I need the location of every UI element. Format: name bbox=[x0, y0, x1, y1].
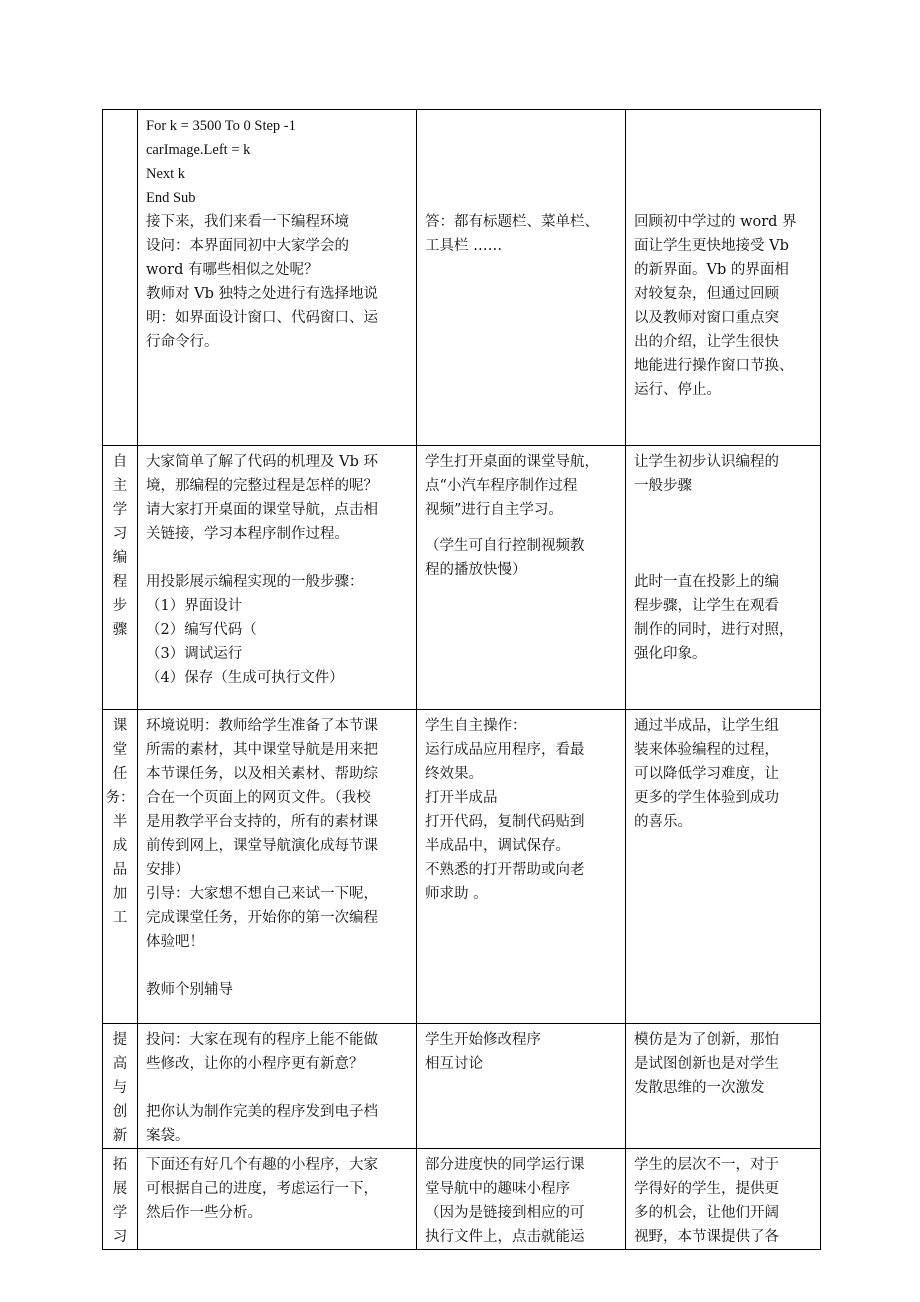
text-line: 案袋。 bbox=[146, 1128, 190, 1144]
text-line: 强化印象。 bbox=[634, 646, 707, 662]
label-char: 高 bbox=[112, 1056, 128, 1072]
design-intent-cell bbox=[626, 1149, 821, 1250]
text-line: 程步骤，让学生在观看 bbox=[634, 598, 779, 614]
text-line: 请大家打开桌面的课堂导航，点击相 bbox=[146, 502, 378, 518]
text-line: 安排） bbox=[146, 862, 190, 878]
text-line: 部分进度快的同学运行课 bbox=[425, 1157, 585, 1173]
label-char: 课 bbox=[112, 718, 128, 734]
text-line: 关链接，学习本程序制作过程。 bbox=[146, 526, 349, 542]
text-line: 学生的层次不一，对于 bbox=[634, 1157, 779, 1173]
text-line: 打开半成品 bbox=[425, 790, 498, 806]
text-line: 所需的素材，其中课堂导航是用来把 bbox=[146, 742, 378, 758]
label-char: 骤 bbox=[112, 622, 128, 638]
text-line: 明：如界面设计窗口、代码窗口、运 bbox=[146, 310, 378, 326]
teacher-activity-cell bbox=[138, 446, 417, 710]
text-line: 以及教师对窗口重点突 bbox=[634, 310, 779, 326]
text-line: 是试图创新也是对学生 bbox=[634, 1056, 779, 1072]
text-line: 学生自主操作： bbox=[425, 718, 527, 734]
student-activity-cell bbox=[417, 110, 626, 446]
text-line: 视野，本节课提供了各 bbox=[634, 1229, 779, 1245]
table-row bbox=[103, 446, 821, 710]
label-char: 工 bbox=[112, 910, 128, 926]
text-line: 把你认为制作完美的程序发到电子档 bbox=[146, 1104, 378, 1120]
label-char: 自 bbox=[112, 454, 128, 470]
table-row bbox=[103, 1024, 821, 1149]
teacher-activity-cell bbox=[138, 110, 417, 446]
text-line: 堂导航中的趣味小程序 bbox=[425, 1181, 570, 1197]
label-char: 加 bbox=[112, 886, 128, 902]
table-row bbox=[103, 1149, 821, 1250]
text-line: 前传到网上，课堂导航演化成每节课 bbox=[146, 838, 378, 854]
text-line: 视频”进行自主学习。 bbox=[425, 502, 563, 518]
row-label-cell bbox=[103, 1024, 138, 1149]
text-line: 环境说明：教师给学生准备了本节课 bbox=[146, 718, 378, 734]
text-line: 装来体验编程的过程， bbox=[634, 742, 779, 758]
text-line: 体验吧！ bbox=[146, 934, 204, 950]
table-row bbox=[103, 110, 821, 446]
text-line: 运行成品应用程序，看最 bbox=[425, 742, 585, 758]
text-line: 学生打开桌面的课堂导航， bbox=[425, 454, 599, 470]
label-char: 务： bbox=[105, 790, 135, 806]
teacher-activity-cell bbox=[138, 710, 417, 1024]
design-intent-cell bbox=[626, 710, 821, 1024]
text-line: 些修改，让你的小程序更有新意？ bbox=[146, 1056, 364, 1072]
text-line: 打开代码，复制代码贴到 bbox=[425, 814, 585, 830]
design-intent-cell bbox=[626, 446, 821, 710]
row-label-cell bbox=[103, 110, 138, 446]
label-char: 成 bbox=[112, 838, 128, 854]
text-line: 出的介绍，让学生很快 bbox=[634, 334, 779, 350]
text-line: （1）界面设计 bbox=[146, 598, 243, 614]
text-line: 模仿是为了创新，那怕 bbox=[634, 1032, 779, 1048]
text-line: 学生开始修改程序 bbox=[425, 1032, 541, 1048]
text-line: （3）调试运行 bbox=[146, 646, 243, 662]
text-line: 回顾初中学过的 word 界 bbox=[634, 214, 797, 230]
code-line: For k = 3500 To 0 Step -1 bbox=[146, 118, 296, 134]
code-line: carImage.Left = k bbox=[146, 142, 251, 158]
label-char: 与 bbox=[112, 1080, 128, 1096]
text-line: 可以降低学习难度，让 bbox=[634, 766, 779, 782]
row-label-cell bbox=[103, 446, 138, 710]
label-char: 学 bbox=[112, 1205, 128, 1221]
text-line: 完成课堂任务，开始你的第一次编程 bbox=[146, 910, 378, 926]
label-char: 创 bbox=[112, 1104, 128, 1120]
text-line: 接下来，我们来看一下编程环境 bbox=[146, 214, 349, 230]
text-line: 相互讨论 bbox=[425, 1056, 483, 1072]
text-line: 学得好的学生，提供更 bbox=[634, 1181, 779, 1197]
text-line: 下面还有好几个有趣的小程序，大家 bbox=[146, 1157, 378, 1173]
text-line: 发散思维的一次激发 bbox=[634, 1080, 765, 1096]
code-line: End Sub bbox=[146, 190, 196, 206]
label-char: 新 bbox=[112, 1128, 128, 1144]
text-line: 的喜乐。 bbox=[634, 814, 692, 830]
teacher-activity-cell bbox=[138, 1149, 417, 1250]
text-line: 设问：本界面同初中大家学会的 bbox=[146, 238, 349, 254]
student-activity-cell bbox=[417, 1149, 626, 1250]
text-line: 投问：大家在现有的程序上能不能做 bbox=[146, 1032, 378, 1048]
label-char: 习 bbox=[112, 526, 128, 542]
text-line: 制作的同时，进行对照， bbox=[634, 622, 794, 638]
text-line: 一般步骤 bbox=[634, 478, 692, 494]
text-line: 大家简单了解了代码的机理及 Vb 环 bbox=[146, 454, 378, 470]
row-label-cell bbox=[103, 710, 138, 1024]
label-char: 编 bbox=[112, 550, 128, 566]
text-line: word 有哪些相似之处呢？ bbox=[146, 262, 319, 278]
text-line: 终效果。 bbox=[425, 766, 483, 782]
text-line: 让学生初步认识编程的 bbox=[634, 454, 779, 470]
text-line: 行命令行。 bbox=[146, 334, 219, 350]
text-line: （因为是链接到相应的可 bbox=[425, 1205, 585, 1221]
text-line: 运行、停止。 bbox=[634, 382, 721, 398]
text-line: （2）编写代码（ bbox=[146, 622, 257, 638]
text-line: 多的机会，让他们开阔 bbox=[634, 1205, 779, 1221]
label-char: 任 bbox=[112, 766, 128, 782]
text-line: 师求助 。 bbox=[425, 886, 488, 902]
label-char: 展 bbox=[112, 1181, 128, 1197]
student-activity-cell bbox=[417, 446, 626, 710]
row-label-cell bbox=[103, 1149, 138, 1250]
label-char: 半 bbox=[112, 814, 128, 830]
student-activity-cell bbox=[417, 710, 626, 1024]
text-line: 然后作一些分析。 bbox=[146, 1205, 262, 1221]
label-char: 拓 bbox=[112, 1157, 128, 1173]
label-char: 堂 bbox=[112, 742, 128, 758]
table-row bbox=[103, 710, 821, 1024]
text-line: 更多的学生体验到成功 bbox=[634, 790, 779, 806]
design-intent-cell bbox=[626, 110, 821, 446]
label-char: 学 bbox=[112, 502, 128, 518]
code-line: Next k bbox=[146, 166, 186, 182]
label-char: 习 bbox=[112, 1229, 128, 1245]
lesson-plan-table bbox=[102, 109, 821, 1250]
label-char: 提 bbox=[112, 1032, 128, 1048]
text-line: 的新界面。Vb 的界面相 bbox=[634, 262, 789, 278]
text-line: 可根据自己的进度，考虑运行一下， bbox=[146, 1181, 378, 1197]
text-line: 不熟悉的打开帮助或向老 bbox=[425, 862, 585, 878]
text-line: 用投影展示编程实现的一般步骤： bbox=[146, 574, 364, 590]
text-line: 境，那编程的完整过程是怎样的呢？ bbox=[146, 478, 378, 494]
label-char: 步 bbox=[112, 598, 128, 614]
text-line: （4）保存（生成可执行文件） bbox=[146, 670, 344, 686]
label-char: 程 bbox=[112, 574, 128, 590]
text-line: 半成品中，调试保存。 bbox=[425, 838, 570, 854]
text-line: 程的播放快慢） bbox=[425, 562, 527, 578]
text-line: 地能进行操作窗口节换、 bbox=[634, 358, 794, 374]
label-char: 主 bbox=[112, 478, 128, 494]
text-line: （学生可自行控制视频教 bbox=[425, 538, 585, 554]
text-line: 点“小汽车程序制作过程 bbox=[425, 478, 578, 494]
text-line: 此时一直在投影上的编 bbox=[634, 574, 779, 590]
text-line: 合在一个页面上的网页文件。（我校 bbox=[146, 790, 371, 806]
design-intent-cell bbox=[626, 1024, 821, 1149]
text-line: 通过半成品，让学生组 bbox=[634, 718, 779, 734]
text-line: 教师对 Vb 独特之处进行有选择地说 bbox=[146, 286, 378, 302]
text-line: 执行文件上，点击就能运 bbox=[425, 1229, 585, 1245]
text-line: 对较复杂，但通过回顾 bbox=[634, 286, 779, 302]
teacher-activity-cell bbox=[138, 1024, 417, 1149]
text-line: 本节课任务，以及相关素材、帮助综 bbox=[146, 766, 378, 782]
label-char: 品 bbox=[112, 862, 128, 878]
text-line: 引导：大家想不想自己来试一下呢， bbox=[146, 886, 378, 902]
student-activity-cell bbox=[417, 1024, 626, 1149]
text-line: 答：都有标题栏、菜单栏、 bbox=[425, 214, 599, 230]
text-line: 工具栏 …… bbox=[425, 238, 503, 254]
text-line: 是用教学平台支持的，所有的素材课 bbox=[146, 814, 378, 830]
text-line: 面让学生更快地接受 Vb bbox=[634, 238, 789, 254]
text-line: 教师个别辅导 bbox=[146, 982, 233, 998]
